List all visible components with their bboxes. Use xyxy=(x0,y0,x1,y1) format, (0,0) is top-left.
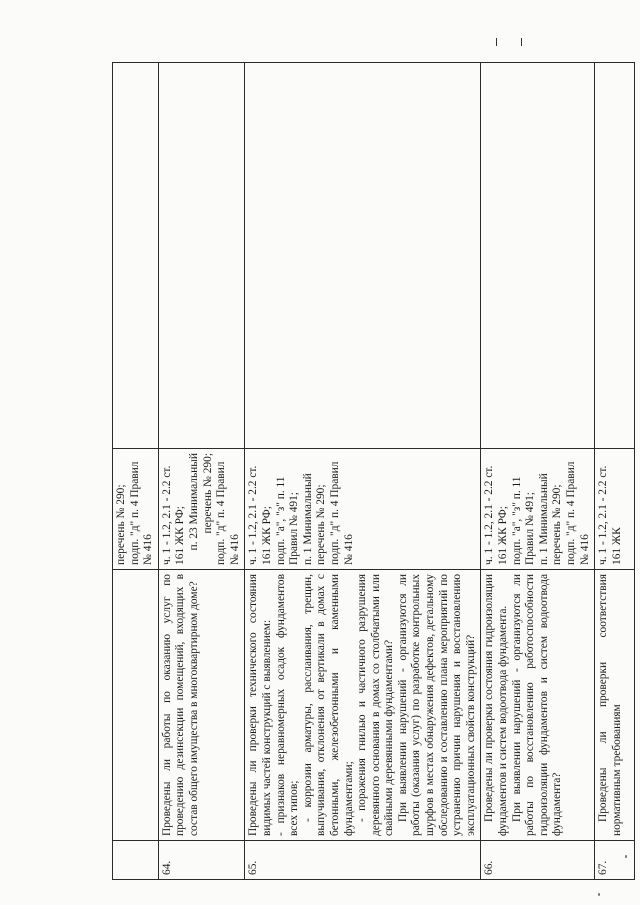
reference-cell xyxy=(595,449,635,570)
question-text: - признаков неравномерных осадок фундаментов всех типов; xyxy=(274,574,301,836)
question-text: - коррозии арматуры, расслаивания, трещин, выпучивания, отклонения от вертикали в домах с бетонными, железобетонными и каменными фундаментами; xyxy=(301,574,355,836)
table-row xyxy=(113,63,159,880)
table-row xyxy=(595,63,635,880)
question-text: При выявлении нарушений - организуются ли работы (оказания услуг) по разработке контрольных шурфов в местах обнаружения дефектов, детальному обследованию и составлению плана мероприятий по устранению причин нарушения и восстановлению эксплуатационных свойств конструкций? xyxy=(396,574,477,836)
empty-cell xyxy=(245,63,481,449)
reference-line: подп. "а", "з" п. 11 Правил № 491; xyxy=(510,476,537,565)
reference-line: ч. 1 - 1.2, 2.1 - 2.2 ст. 161 ЖК РФ; xyxy=(483,465,510,565)
reference-line: ч. 1 - 1.2, 2.1 - 2.2 ст. 161 ЖК РФ; xyxy=(247,465,273,565)
reference-line: подп. "д" п. 4 Правил № 416 xyxy=(328,461,355,565)
reference-cell xyxy=(158,449,245,570)
question-text: Проведены ли работы по оказанию услуг по проведению дезинсекции помещений, входящих в состав общего имущества в многоквартирном доме? xyxy=(160,574,200,836)
reference-line: перечень № 290; xyxy=(115,484,127,565)
reference-line: п. 23 Минимальный перечень № 290; xyxy=(187,453,214,551)
empty-cell xyxy=(158,63,245,449)
table-row xyxy=(158,63,245,880)
row-number: 65. xyxy=(245,841,481,880)
question-cell xyxy=(113,570,159,841)
question-text: При выявлении нарушений - организуются ли работы по восстановлению работоспособности гидроизоляции фундаментов и систем водоотвода фундамента? xyxy=(510,574,564,836)
row-number: 66. xyxy=(481,841,595,880)
reference-line: п. 1 Минимальный перечень № 290; xyxy=(537,473,564,565)
table-top-stub xyxy=(496,38,522,46)
reference-line: подп. "д" п. 4 Правил № 416 xyxy=(215,461,241,565)
checklist-table xyxy=(112,62,635,880)
question-text: - поражения гнилью и частичного разрушения деревянного основания в домах со столбчатыми или свайными деревянными фундаментами? xyxy=(356,574,396,836)
reference-line: ч. 1 - 1.2, 2.1 - 2.2 ст. 161 ЖК xyxy=(597,465,623,565)
question-text: Проведены ли проверки технического состояния видимых частей конструкций с выявлением: xyxy=(247,574,273,836)
question-cell xyxy=(481,570,595,841)
row-number xyxy=(113,841,159,880)
reference-line: подп. "а", "з" п. 11 Правил № 491; xyxy=(274,476,301,565)
question-cell xyxy=(595,570,635,841)
scan-speck xyxy=(625,855,627,858)
scan-speck xyxy=(598,893,600,896)
reference-line: подп. "д" п. 4 Правил № 416 xyxy=(128,461,155,565)
question-cell xyxy=(158,570,245,841)
question-text: Проведены ли проверки соответствия нормативным требованиям xyxy=(597,574,623,836)
question-cell xyxy=(245,570,481,841)
reference-line: ч. 1 - 1.2, 2.1 - 2.2 ст. 161 ЖК РФ; xyxy=(160,465,187,565)
table-row xyxy=(481,63,595,880)
table-row xyxy=(245,63,481,880)
reference-line: подп. "д" п. 4 Правил № 416 xyxy=(565,461,591,565)
empty-cell xyxy=(595,63,635,449)
reference-cell xyxy=(245,449,481,570)
reference-cell xyxy=(113,449,159,570)
question-text: Проведены ли проверки состояния гидроизоляции фундаментов и систем водоотвода фундамента. xyxy=(483,574,510,836)
reference-line: п. 1 Минимальный перечень № 290; xyxy=(301,473,328,565)
rotated-checklist xyxy=(112,62,622,880)
reference-cell xyxy=(481,449,595,570)
row-number: 64. xyxy=(158,841,245,880)
empty-cell xyxy=(113,63,159,449)
row-number: 67. xyxy=(595,841,635,880)
empty-cell xyxy=(481,63,595,449)
